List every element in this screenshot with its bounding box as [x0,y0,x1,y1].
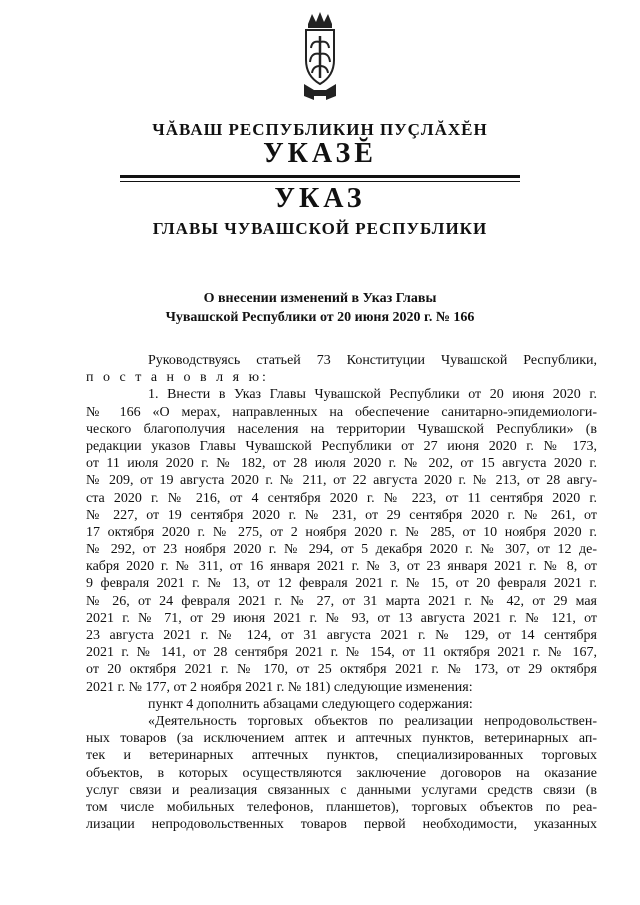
body-line: ных товаров (за исключением аптек и аптечных пунктов, ветеринарных ап- [86,731,597,747]
header-divider-thick [120,175,520,178]
header-glava-title: ГЛАВЫ ЧУВАШСКОЙ РЕСПУБЛИКИ [152,219,488,238]
document-title-line-2: Чувашской Республики от 20 июня 2020 г. № 166 [165,310,475,325]
body-line: объектов, в которых осуществляются заключение договоров на оказание [86,765,597,781]
body-line: № 227, от 19 сентября 2020 г. № 231, от 29 сентября 2020 г. № 261, от [86,507,597,523]
body-line: редакции указов Главы Чувашской Республики от 27 июня 2020 г. № 173, [86,438,597,454]
body-line: лизации непродовольственных товаров первой необходимости, указанных [86,817,597,833]
body-line: № 209, от 19 августа 2020 г. № 211, от 22 августа 2020 г. № 213, от 28 авгу- [86,473,597,489]
body-line: 2021 г. № 71, от 29 июня 2021 г. № 93, от 13 августа 2021 г. № 121, от [86,610,597,626]
document-body [86,352,597,833]
body-line: том числе мобильных телефонов, планшетов), торговых объектов по реа- [86,799,597,815]
body-line: 17 октября 2020 г. № 275, от 2 ноября 2020 г. № 285, от 10 ноября 2020 г. [86,524,597,540]
body-line: тек и ветеринарных аптечных пунктов, специализированных торговых [86,748,597,764]
header-ukaze: УКАЗĔ [263,138,377,169]
body-line: от 11 июля 2020 г. № 182, от 28 июля 2020 г. № 202, от 15 августа 2020 г. [86,456,597,472]
header-divider-thin [120,181,520,182]
body-line: 9 февраля 2021 г. № 13, от 12 февраля 2021 г. № 15, от 20 февраля 2021 г. [86,576,597,592]
document-title [0,289,640,327]
body-line: от 20 октября 2021 г. № 170, от 25 октября 2021 г. № 173, от 29 октября [86,662,597,678]
body-line: ста 2020 г. № 216, от 4 сентября 2020 г. № 223, от 11 сентября 2020 г. [86,490,597,506]
body-line: 2021 г. № 141, от 28 сентября 2021 г. № 154, от 11 октября 2021 г. № 167, [86,645,597,661]
body-line: пункт 4 дополнить абзацами следующего содержания: [148,696,473,712]
body-line: ческого благополучия населения на территории Чувашской Республики» (в [86,421,597,437]
body-line: услуг связи и реализация связанных с данными услугами средств связи (в [86,782,597,798]
body-line: № 292, от 23 ноября 2020 г. № 294, от 5 декабря 2020 г. № 307, от 12 де- [86,542,597,558]
body-line: кабря 2020 г. № 311, от 16 января 2021 г. № 3, от 23 января 2021 г. № 8, от [86,559,597,575]
body-line: п о с т а н о в л я ю: [86,370,269,386]
body-line: Руководствуясь статьей 73 Конституции Чувашской Республики, [148,353,597,368]
document-title-line-1: О внесении изменений в Указ Главы [203,291,437,306]
body-line: 2021 г. № 177, от 2 ноября 2021 г. № 181) следующие изменения: [86,679,473,695]
chuvash-emblem-icon [302,10,338,106]
body-line: 23 августа 2021 г. № 124, от 31 августа 2021 г. № 129, от 14 сентября [86,628,597,643]
body-line: № 26, от 24 февраля 2021 г. № 27, от 31 марта 2021 г. № 42, от 29 мая [86,593,597,609]
header-ukaz: УКАЗ [274,183,366,214]
body-line: «Деятельность торговых объектов по реализации непродовольствен- [148,713,597,729]
header-chuvash-title: ЧĂВАШ РЕСПУБЛИКИН ПУÇЛĂХĔН [152,120,488,139]
body-line: № 166 «О мерах, направленных на обеспечение санитарно-эпидемиологи- [86,404,597,420]
body-line: 1. Внести в Указ Главы Чувашской Республики от 20 июня 2020 г. [148,387,597,403]
